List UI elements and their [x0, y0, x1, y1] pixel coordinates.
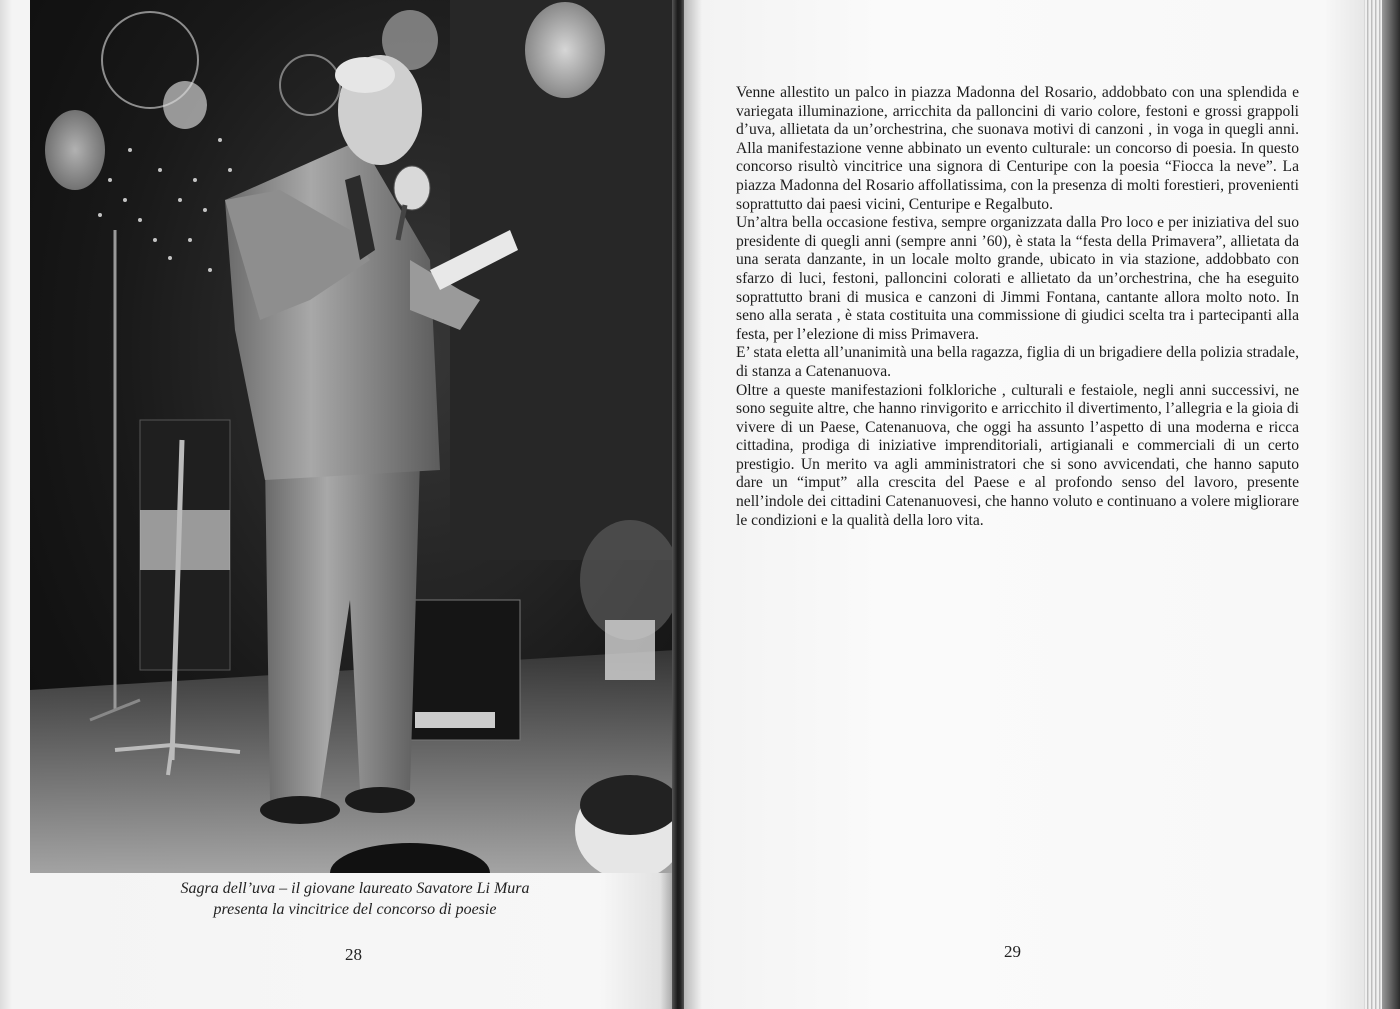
paragraph: Venne allestito un palco in piazza Madonna del Rosario, addobbato con una splendida e variegata illuminazione, arricchita da palloncini di vario colore, festoni e grossi grappoli d’uva, allietata da un’orchestrina, che suonava motivi di canzoni , in voga in quegli anni. Alla manifestazione venne abbinato un evento culturale: un concorso di poesia. In questo concorso risultò vincitrice una signora di Centuripe con la poesia “Fiocca la neve”. La piazza Madonna del Rosario affollatissima, con la presenza di molti forestieri, provenienti soprattutto dai paesi vicini, Centuripe e Regalbuto. — [736, 84, 1299, 213]
paragraph: Un’altra bella occasione festiva, sempre organizzata dalla Pro loco e per iniziativa del suo presidente di quegli anni (sempre anni ’60), è stata la “festa della Primavera”, allietata da una serata danzante, in un locale molto grande, ubicato in via stazione, addobbato con sfarzo di luci, festoni, palloncini colorati e allietato da un’orchestrina, che ha eseguito soprattutto brani di musica e canzoni di Jimmi Fontana, cantante allora molto noto. In seno alla serata , è stata costituita una commissione di giudici scelta tra i partecipanti alla festa, per l’elezione di miss Primavera. — [736, 214, 1299, 343]
stage-photograph — [30, 0, 676, 873]
page-edges — [1364, 0, 1400, 1009]
photo-caption — [150, 878, 560, 920]
caption-line: Sagra dell’uva – il giovane laureato Savatore Li Mura — [180, 880, 530, 897]
page-number-right: 29 — [1004, 942, 1021, 961]
left-page — [0, 0, 676, 1009]
body-text — [736, 84, 1299, 530]
paragraph: E’ stata eletta all’unanimità una bella ragazza, figlia di un brigadiere della polizia stradale, di stanza a Catenanuova. — [736, 344, 1299, 380]
page-number-left: 28 — [345, 945, 362, 964]
caption-line: presenta la vincitrice del concorso di poesie — [213, 901, 497, 918]
photo-illustration — [30, 0, 676, 873]
paragraph: Oltre a queste manifestazioni folkloriche , culturali e festaiole, negli anni successivi, ne sono seguite altre, che hanno rinvigorito e arricchito il divertimento, l’allegria e la gioia di vivere di un Paese, Catenanuova, che oggi ha assunto l’aspetto di una moderna e ricca cittadina, prodiga di iniziative imprenditoriali, artigianali e commerciali di un certo prestigio. Un merito va agli amministratori che si sono avvicendati, che hanno saputo dare un “imput” alla crescita del Paese e al profondo senso del lavoro, presente nell’indole dei cittadini Catenanuovesi, che hanno voluto e continuano a volere migliorare le condizioni e la qualità della loro vita. — [736, 381, 1299, 529]
